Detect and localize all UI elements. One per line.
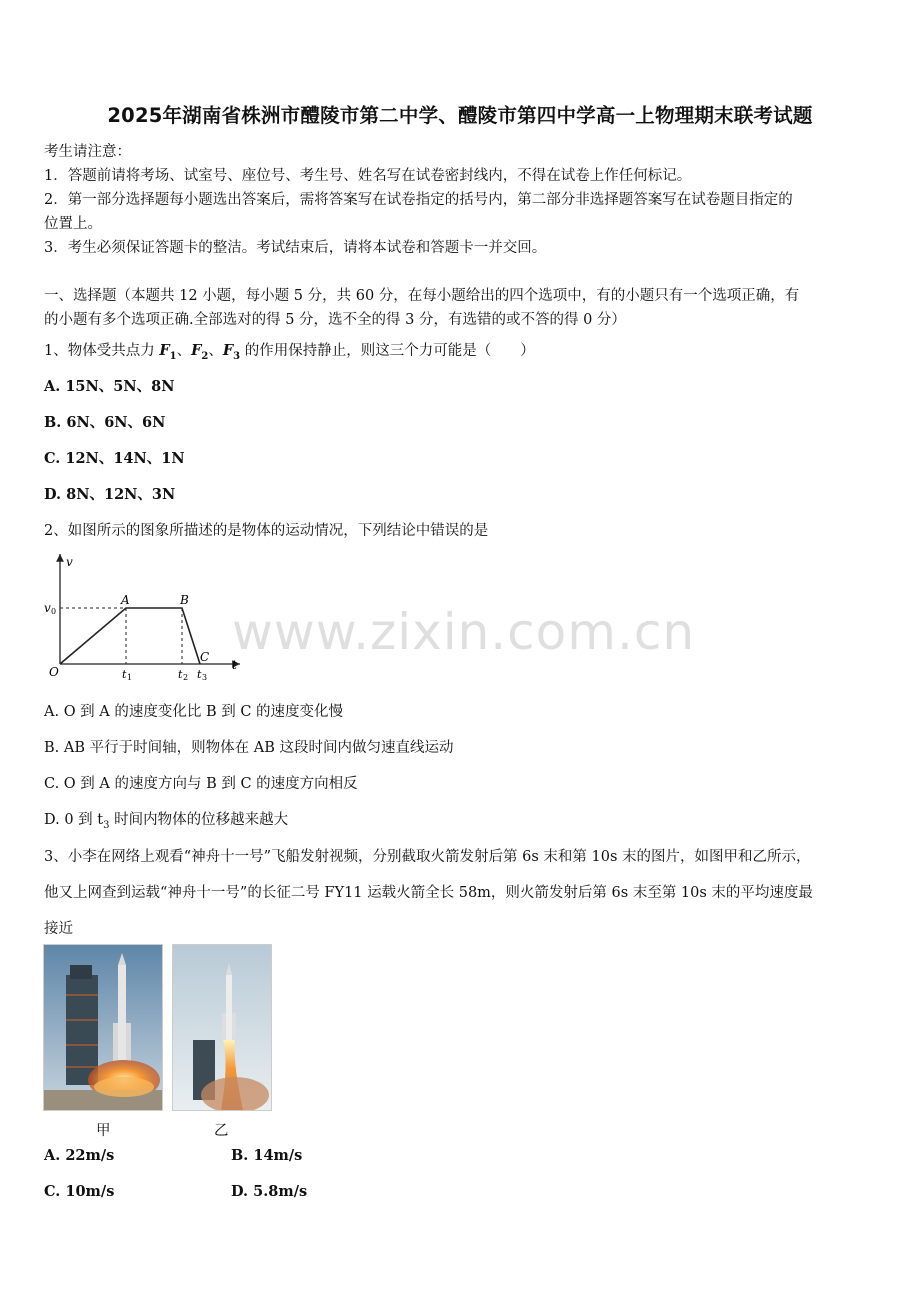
motion-curve <box>60 608 200 664</box>
q1-stem-text: 的作用保持静止，则这三个力可能是（ ） <box>240 343 535 359</box>
question-1-stem <box>44 339 535 362</box>
q2-option-c: C. O 到 A 的速度方向与 B 到 C 的速度方向相反 <box>44 776 358 792</box>
force-subscript: 3 <box>233 350 241 362</box>
rocket-photo-yi <box>172 944 272 1111</box>
q2-option-d <box>44 808 288 831</box>
t2-label: t <box>178 668 183 681</box>
t3-label: t <box>197 668 202 681</box>
q3-option-b: B. 14m/s <box>231 1147 303 1164</box>
point-a-label: A <box>121 593 130 607</box>
t1-label: t <box>122 668 127 681</box>
photo-caption-yi: 乙 <box>214 1123 229 1139</box>
section-instructions: 的小题有多个选项正确.全部选对的得 5 分，选不全的得 3 分，有选错的或不答的得 0 分） <box>44 312 626 328</box>
q1-stem-text: 1、物体受共点力 <box>44 343 160 359</box>
q2-option-d-text: D. 0 到 t <box>44 812 104 828</box>
v0-subscript: 0 <box>51 607 57 616</box>
q3-option-a: A. 22m/s <box>44 1147 115 1164</box>
point-c-label: C <box>200 650 210 664</box>
t3-subscript: 3 <box>103 819 110 831</box>
notice-heading: 考生请注意： <box>44 144 131 160</box>
q3-option-d: D. 5.8m/s <box>231 1183 308 1200</box>
q1-option-d: D. 8N、12N、3N <box>44 486 176 503</box>
q2-option-d-text: 时间内物体的位移越来越大 <box>109 812 289 828</box>
separator: 、 <box>208 343 223 359</box>
t1-subscript: 1 <box>127 673 133 682</box>
t2-subscript: 2 <box>183 673 189 682</box>
notice-item: 2．第一部分选择题每小题选出答案后，需将答案写在试卷指定的括号内，第二部分非选择题答案写在试卷题目指定的 <box>44 192 793 208</box>
question-3-stem: 他又上网查到运载“神舟十一号”的长征二号 FY11 运载火箭全长 58m，则火箭发射后第 6s 末至第 10s 末的平均速度最 <box>44 885 813 901</box>
q1-option-c: C. 12N、14N、1N <box>44 450 185 467</box>
v0-label: v <box>44 601 51 615</box>
q2-option-b: B. AB 平行于时间轴，则物体在 AB 这段时间内做匀速直线运动 <box>44 740 454 756</box>
q1-option-a: A. 15N、5N、8N <box>44 378 175 395</box>
q3-option-c: C. 10m/s <box>44 1183 115 1200</box>
origin-label: O <box>49 665 59 679</box>
separator: 、 <box>176 343 192 359</box>
q2-option-a: A. O 到 A 的速度变化比 B 到 C 的速度变化慢 <box>44 704 344 720</box>
question-3-stem: 3、小李在网络上观看“神舟十一号”飞船发射视频，分别截取火箭发射后第 6s 末和第 10s 末的图片，如图甲和乙所示， <box>44 849 811 865</box>
question-2-stem: 2、如图所示的图象所描述的是物体的运动情况，下列结论中错误的是 <box>44 523 489 539</box>
rocket-photo-jia <box>43 944 163 1111</box>
page-title: 2025年湖南省株洲市醴陵市第二中学、醴陵市第四中学高一上物理期末联考试题 <box>107 104 813 127</box>
notice-item: 位置上。 <box>44 216 102 232</box>
notice-item: 1．答题前请将考场、试室号、座位号、考生号、姓名写在试卷密封线内，不得在试卷上作任何标记。 <box>44 168 692 184</box>
t3-subscript: 3 <box>202 673 208 682</box>
watermark: www.zixin.com.cn <box>232 603 696 661</box>
question-3-stem: 接近 <box>44 921 73 937</box>
t-axis-label: t <box>232 658 237 672</box>
velocity-time-graph <box>40 548 250 688</box>
force-symbol: F <box>222 342 234 359</box>
force-subscript: 2 <box>201 350 209 362</box>
notice-item: 3．考生必须保证答题卡的整洁。考试结束后，请将本试卷和答题卡一并交回。 <box>44 240 547 256</box>
section-instructions: 一、选择题（本题共 12 小题，每小题 5 分，共 60 分，在每小题给出的四个选项中，有的小题只有一个选项正确，有 <box>44 288 800 304</box>
point-b-label: B <box>180 593 189 607</box>
v-axis-label: v <box>66 555 73 569</box>
q1-option-b: B. 6N、6N、6N <box>44 414 166 431</box>
photo-caption-jia: 甲 <box>96 1123 111 1139</box>
force-subscript: 1 <box>169 350 177 362</box>
force-symbol: F <box>159 342 170 359</box>
force-symbol: F <box>191 342 202 359</box>
